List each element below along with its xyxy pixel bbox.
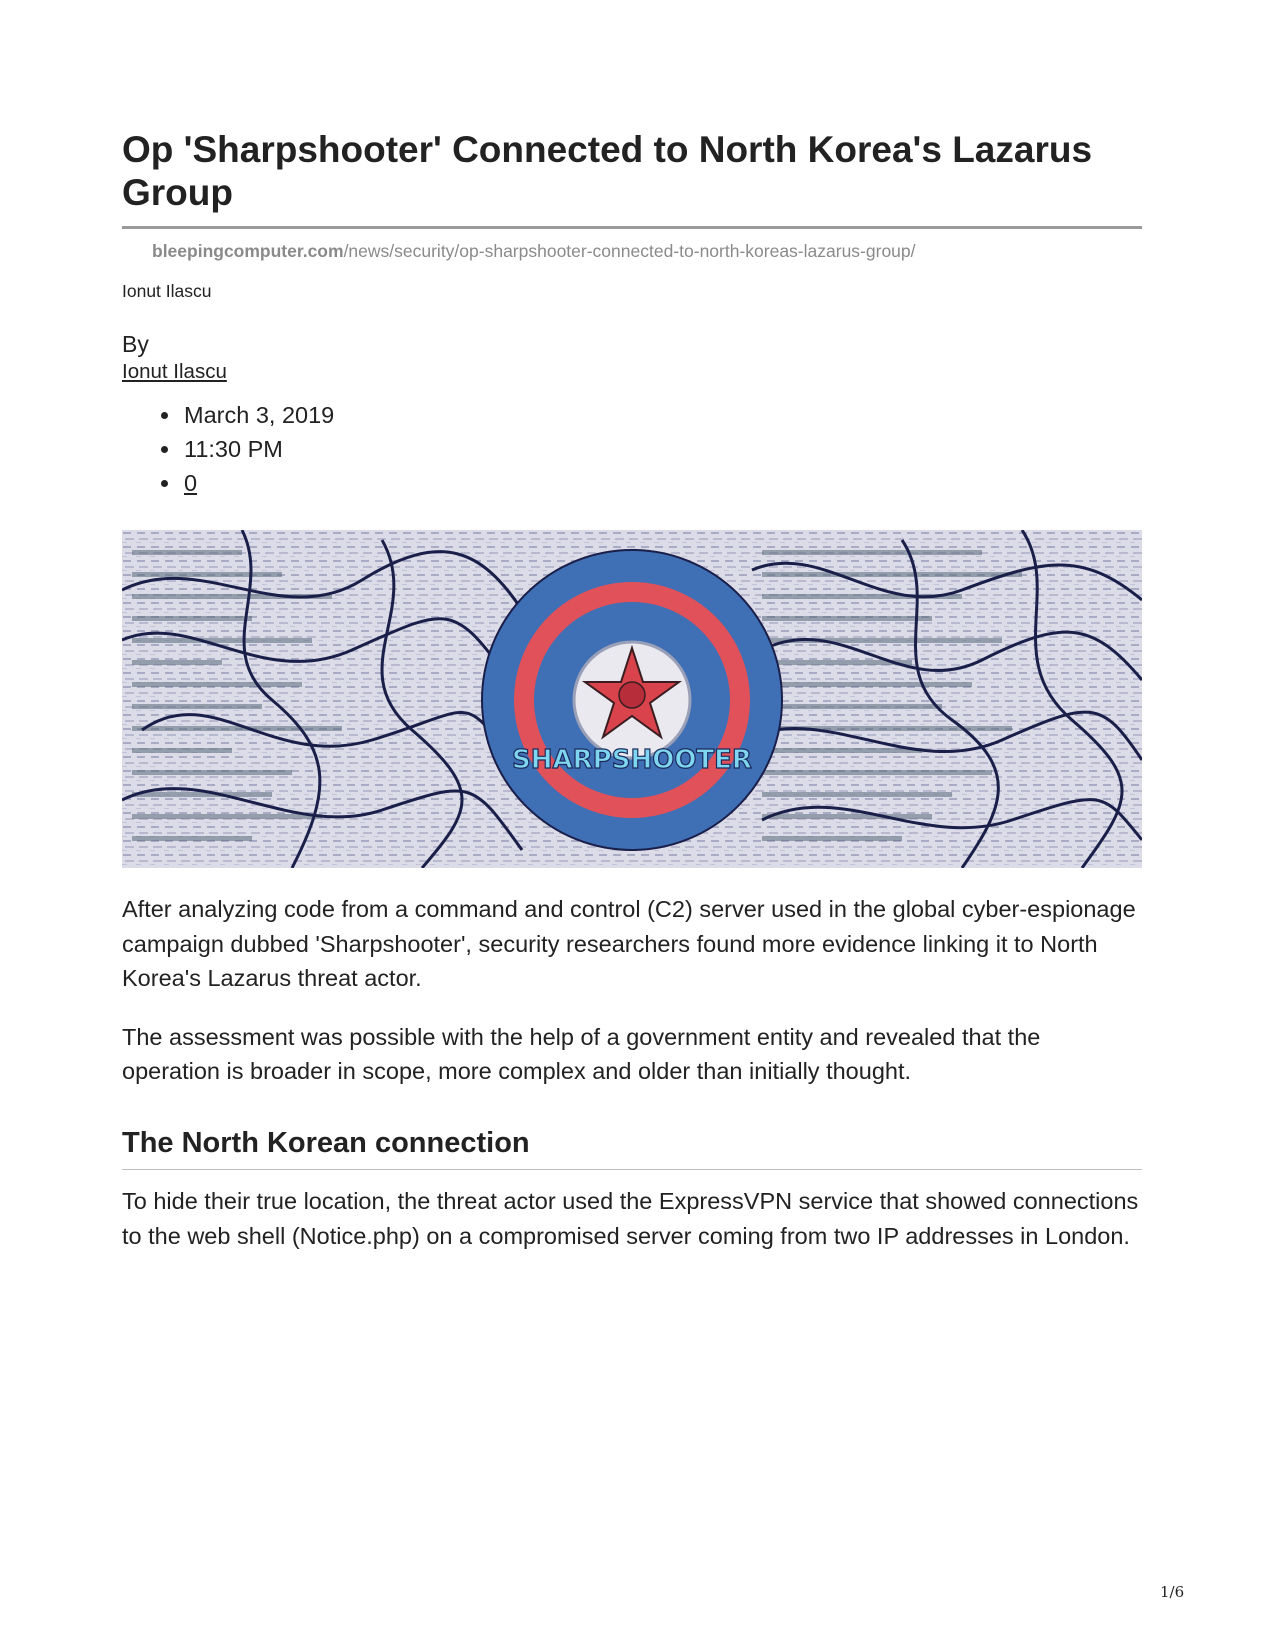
source-path[interactable]: /news/security/op-sharpshooter-connected-to-north-koreas-lazarus-group/ [343, 241, 916, 261]
source-url[interactable] [152, 241, 1142, 262]
sharpshooter-logo [482, 550, 782, 850]
section-paragraph: To hide their true location, the threat actor used the ExpressVPN service that showed connections to the web shell (Notice.php) on a compromised server coming from two IP addresses in London. [122, 1188, 1139, 1249]
hero-image [122, 530, 1142, 868]
body-paragraph-1: After analyzing code from a command and control (C2) server used in the global cyber-espionage campaign dubbed 'Sharpshooter', security researchers found more evidence linking it to North Korea's Lazarus threat actor. [122, 896, 1136, 991]
author-link[interactable]: Ionut Ilascu [122, 360, 227, 383]
source-domain[interactable]: bleepingcomputer.com [152, 241, 344, 261]
section-heading: The North Korean connection [122, 1126, 530, 1159]
publish-time: • 11:30 PM [182, 432, 1142, 466]
article [122, 128, 1142, 1253]
title-divider [122, 226, 1142, 229]
comments-count-item [182, 466, 1142, 500]
author-name: Ionut Ilascu [122, 281, 212, 301]
article-title: Op 'Sharpshooter' Connected to North Korea's Lazarus Group [122, 129, 1093, 213]
comments-count-link[interactable]: 0 [184, 470, 198, 496]
byline-label: By [122, 331, 149, 357]
publish-date: • March 3, 2019 [182, 398, 1142, 432]
page-number: 1/6 [1160, 1583, 1185, 1601]
article-meta-list [122, 398, 1142, 500]
section-divider [122, 1169, 1142, 1171]
body-paragraph-2: The assessment was possible with the help of a government entity and revealed that the operation is broader in scope, more complex and older than initially thought. [122, 1023, 1041, 1084]
hero-logo-text: SHARPSHOOTER [512, 745, 752, 775]
